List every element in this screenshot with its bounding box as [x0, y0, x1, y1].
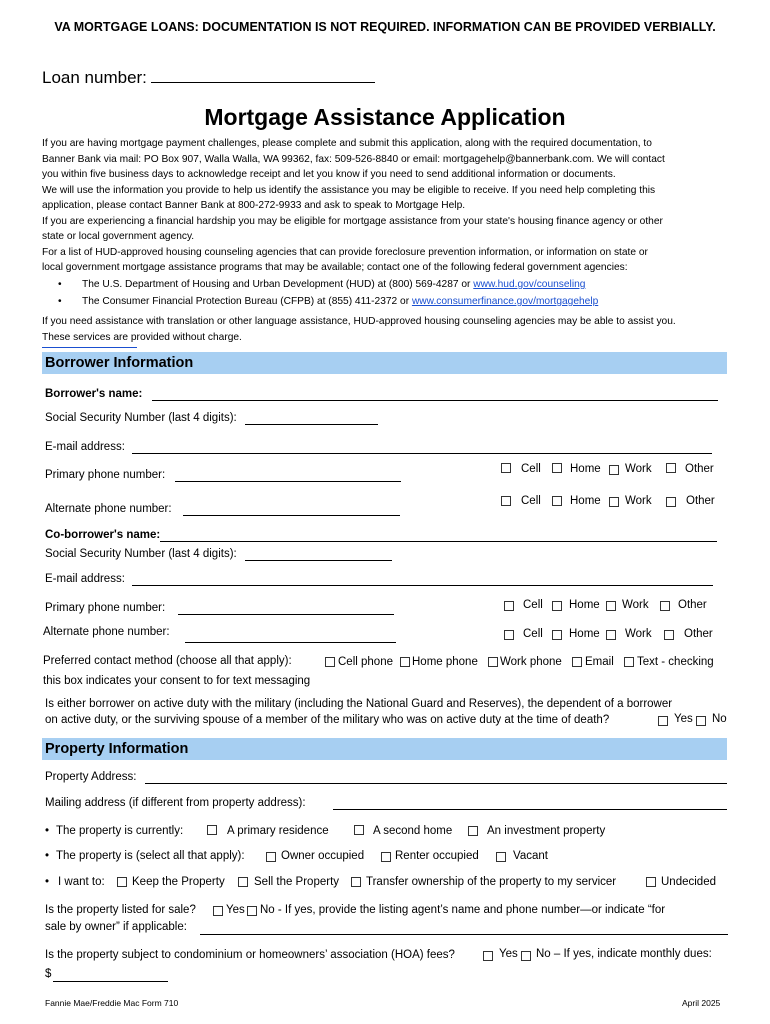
borrower-alternate-phone-field[interactable]: [183, 515, 400, 516]
hud-contact-item: [82, 279, 585, 290]
military-no-checkbox[interactable]: [696, 716, 706, 726]
coborrower-primary-phone-label: Primary phone number:: [45, 602, 166, 614]
intro-line: For a list of HUD-approved housing counseling agencies that can provide foreclosure prevention information, or information on state or: [42, 246, 648, 258]
mailing-address-field[interactable]: [333, 809, 727, 810]
coborrower-ssn-label: Social Security Number (last 4 digits):: [45, 548, 237, 560]
coborrower-ssn-field[interactable]: [245, 560, 392, 561]
coborrower-alternate-other-checkbox[interactable]: [664, 630, 674, 640]
contact-option-label: Text - checking: [637, 656, 714, 668]
property-address-field[interactable]: [145, 783, 727, 784]
keep-property-checkbox[interactable]: [117, 877, 127, 887]
property-address-label: Property Address:: [45, 771, 137, 783]
cfpb-contact-text: The Consumer Financial Protection Bureau (CFPB) at (855) 411-2372 or: [82, 296, 412, 307]
property-is-label: The property is (select all that apply):: [56, 850, 245, 862]
intro-line: application, please contact Banner Bank at 800-272-9933 and ask to speak to Mortgage Help.: [42, 200, 466, 211]
undecided-checkbox[interactable]: [646, 877, 656, 887]
listed-for-sale-label: Is the property listed for sale?: [45, 904, 196, 916]
loan-number-field[interactable]: [42, 68, 375, 88]
borrower-ssn-field[interactable]: [245, 424, 378, 425]
contact-method-label: Preferred contact method (choose all that apply):: [43, 655, 292, 667]
phone-type-label: Cell: [521, 495, 541, 507]
coborrower-primary-cell-checkbox[interactable]: [504, 601, 514, 611]
coborrower-primary-home-checkbox[interactable]: [552, 601, 562, 611]
property-currently-option: An investment property: [487, 825, 606, 837]
property-currently-option: A primary residence: [227, 825, 329, 837]
listed-line2-label: sale by owner” if applicable:: [45, 921, 187, 933]
sell-property-checkbox[interactable]: [238, 877, 248, 887]
intro-line: Banner Bank via mail: PO Box 907, Walla Walla, WA 99362, fax: 509-526-8840 or email: mortgagehelp@bannerbank.com. We will contact: [42, 153, 665, 165]
contact-option-label: Cell phone: [338, 656, 393, 668]
bullet-dot-icon: •: [45, 825, 50, 837]
intro-line: state or local government agency.: [42, 231, 195, 242]
coborrower-name-label: Co-borrower's name:: [45, 529, 161, 541]
want-to-option: Transfer ownership of the property to my servicer: [366, 876, 617, 888]
want-to-option: Keep the Property: [132, 876, 225, 888]
phone-type-label: Work: [625, 463, 652, 475]
borrower-alternate-home-checkbox[interactable]: [552, 496, 562, 506]
borrower-name-field[interactable]: [152, 400, 718, 401]
cfpb-contact-item: [82, 296, 598, 307]
phone-type-label: Home: [569, 599, 600, 611]
listing-agent-field[interactable]: [200, 934, 728, 935]
contact-option-label: Home phone: [412, 656, 478, 668]
intro-line: If you need assistance with translation or other language assistance, HUD-approved housing counseling agencies may be able to assist you.: [42, 316, 676, 327]
contact-cell-phone-checkbox[interactable]: [325, 657, 335, 667]
hoa-yes-checkbox[interactable]: [483, 951, 493, 961]
phone-type-label: Work: [625, 628, 652, 640]
hoa-question-label: Is the property subject to condominium or homeowners’ association (HOA) fees?: [45, 949, 455, 961]
intro-line: We will use the information you provide to help us identify the assistance you may be eligible to receive. If you need help completing this: [42, 184, 656, 196]
coborrower-primary-phone-field[interactable]: [178, 614, 394, 615]
renter-occupied-checkbox[interactable]: [381, 852, 391, 862]
intro-line: These services are provided without charge.: [42, 331, 242, 343]
listed-yes-label: Yes: [226, 904, 245, 916]
form-id-footer: Fannie Mae/Freddie Mac Form 710: [45, 998, 179, 1008]
va-notice-banner: VA MORTGAGE LOANS: DOCUMENTATION IS NOT REQUIRED. INFORMATION CAN BE PROVIDED VERBIALLY.: [54, 20, 716, 34]
borrower-alternate-phone-label: Alternate phone number:: [45, 503, 172, 515]
borrower-alternate-other-checkbox[interactable]: [666, 497, 676, 507]
investment-property-checkbox[interactable]: [468, 826, 478, 836]
cfpb-mortgagehelp-link[interactable]: www.consumerfinance.gov/mortgagehelp: [411, 296, 599, 307]
military-no-label: No: [712, 713, 727, 725]
bullet-dot-icon: •: [45, 876, 50, 888]
coborrower-alternate-phone-field[interactable]: [185, 642, 396, 643]
loan-number-label: Loan number:: [42, 68, 147, 87]
phone-type-label: Cell: [523, 628, 543, 640]
borrower-primary-phone-label: Primary phone number:: [45, 469, 166, 481]
borrower-primary-work-checkbox[interactable]: [609, 465, 619, 475]
property-currently-option: A second home: [373, 825, 453, 837]
phone-type-label: Home: [570, 495, 601, 507]
hoa-yes-label: Yes: [499, 948, 518, 960]
hoa-no-checkbox[interactable]: [521, 951, 531, 961]
borrower-primary-phone-field[interactable]: [175, 481, 401, 482]
phone-type-label: Home: [569, 628, 600, 640]
military-question-line2: on active duty, or the surviving spouse of a member of the military who was on active duty at the time of death?: [45, 714, 610, 726]
hoa-dues-dollar-label: $: [45, 968, 52, 980]
phone-type-label: Cell: [523, 599, 543, 611]
intro-line: If you are having mortgage payment challenges, please complete and submit this application, along with the required documentation, to: [42, 138, 652, 149]
coborrower-primary-other-checkbox[interactable]: [660, 601, 670, 611]
phone-type-label: Other: [684, 628, 713, 640]
listed-no-instructions: No - If yes, provide the listing agent’s name and phone number—or indicate “for: [260, 904, 666, 916]
hud-counseling-link[interactable]: www.hud.gov/counseling: [473, 279, 586, 290]
contact-home-phone-checkbox[interactable]: [400, 657, 410, 667]
coborrower-alternate-work-checkbox[interactable]: [606, 630, 616, 640]
borrower-name-label: Borrower's name:: [45, 388, 143, 400]
loan-number-line[interactable]: [151, 68, 375, 83]
section-divider: [42, 347, 137, 348]
contact-option-label: Work phone: [500, 656, 562, 668]
property-currently-label: The property is currently:: [56, 825, 184, 837]
coborrower-alternate-cell-checkbox[interactable]: [504, 630, 514, 640]
property-section-title: Property Information: [45, 741, 189, 757]
borrower-ssn-label: Social Security Number (last 4 digits):: [45, 412, 237, 424]
transfer-ownership-checkbox[interactable]: [351, 877, 361, 887]
intro-line: you within five business days to acknowledge receipt and let you know if you need to send additional information or documents.: [42, 169, 616, 180]
want-to-option: Undecided: [661, 876, 716, 888]
borrower-section-title: Borrower Information: [45, 355, 194, 371]
contact-work-phone-checkbox[interactable]: [488, 657, 498, 667]
page-title: Mortgage Assistance Application: [204, 104, 566, 130]
coborrower-email-field[interactable]: [132, 585, 713, 586]
coborrower-email-label: E-mail address:: [45, 573, 125, 585]
hud-contact-text: The U.S. Department of Housing and Urban Development (HUD) at (800) 569-4287 or: [82, 279, 474, 290]
phone-type-label: Work: [622, 599, 649, 611]
phone-type-label: Home: [570, 463, 601, 475]
contact-email-checkbox[interactable]: [572, 657, 582, 667]
second-home-checkbox[interactable]: [354, 825, 364, 835]
text-consent-note: this box indicates your consent to for text messaging: [43, 675, 311, 687]
coborrower-alternate-home-checkbox[interactable]: [552, 630, 562, 640]
borrower-primary-other-checkbox[interactable]: [666, 463, 676, 473]
borrower-alternate-work-checkbox[interactable]: [609, 497, 619, 507]
contact-option-label: Email: [585, 656, 614, 668]
property-is-option: Renter occupied: [395, 850, 479, 862]
bullet-dot-icon: •: [58, 296, 62, 307]
phone-type-label: Other: [686, 495, 715, 507]
listed-no-checkbox[interactable]: [247, 906, 257, 916]
coborrower-name-field[interactable]: [160, 541, 717, 542]
intro-line: If you are experiencing a financial hardship you may be eligible for mortgage assistance from your state's housing finance agency or other: [42, 215, 663, 227]
borrower-primary-home-checkbox[interactable]: [552, 463, 562, 473]
coborrower-alternate-phone-label: Alternate phone number:: [43, 626, 170, 638]
intro-line: local government mortgage assistance programs that may be available; contact one of the following federal government agencies:: [42, 262, 628, 273]
phone-type-label: Other: [685, 463, 714, 475]
phone-type-label: Cell: [521, 463, 541, 475]
military-yes-checkbox[interactable]: [658, 716, 668, 726]
vacant-checkbox[interactable]: [496, 852, 506, 862]
coborrower-primary-work-checkbox[interactable]: [606, 601, 616, 611]
contact-text-checkbox[interactable]: [624, 657, 634, 667]
borrower-email-label: E-mail address:: [45, 441, 125, 453]
primary-residence-checkbox[interactable]: [207, 825, 217, 835]
borrower-primary-cell-checkbox[interactable]: [501, 463, 511, 473]
owner-occupied-checkbox[interactable]: [266, 852, 276, 862]
phone-type-label: Work: [625, 495, 652, 507]
form-date-footer: April 2025: [682, 998, 721, 1008]
listed-yes-checkbox[interactable]: [213, 906, 223, 916]
hoa-dues-field[interactable]: [53, 981, 168, 982]
borrower-email-field[interactable]: [132, 453, 712, 454]
mailing-address-label: Mailing address (if different from property address):: [45, 797, 306, 809]
want-to-option: Sell the Property: [254, 876, 340, 888]
borrower-alternate-cell-checkbox[interactable]: [501, 496, 511, 506]
bullet-dot-icon: •: [58, 279, 62, 290]
phone-type-label: Other: [678, 599, 707, 611]
property-is-option: Owner occupied: [281, 850, 365, 862]
property-is-option: Vacant: [513, 850, 548, 862]
bullet-dot-icon: •: [45, 850, 50, 862]
want-to-label: I want to:: [58, 876, 105, 888]
hoa-no-instructions: No – If yes, indicate monthly dues:: [536, 948, 712, 960]
military-yes-label: Yes: [674, 713, 693, 725]
military-question-line1: Is either borrower on active duty with the military (including the National Guard and Reserves), the dependent of a borrower: [45, 698, 673, 710]
